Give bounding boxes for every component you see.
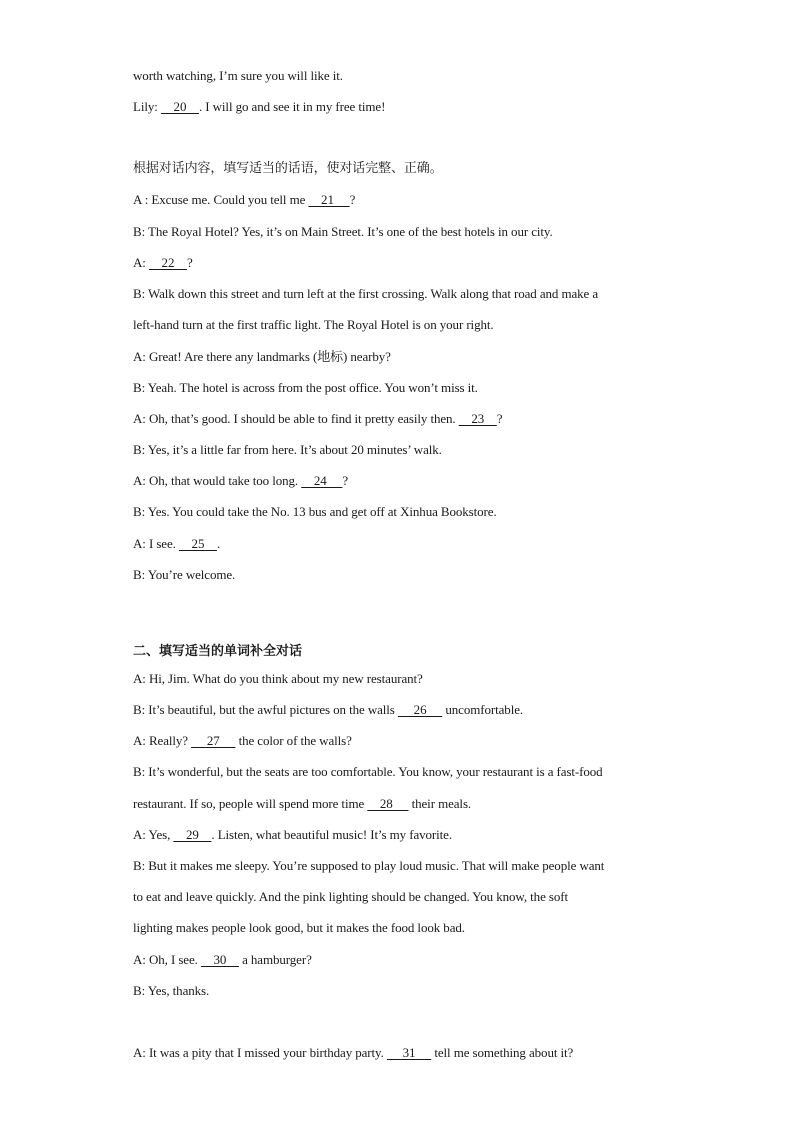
- text-line: A: Oh, I see. 30 a hamburger?: [133, 952, 312, 967]
- text-line: worth watching, I’m sure you will like it.: [133, 68, 343, 83]
- text-line: A: Yes, 29 . Listen, what beautiful music! It’s my favorite.: [133, 827, 453, 842]
- text-line: A: Oh, that would take too long. 24 ?: [133, 473, 349, 488]
- answer-blank: 20: [160, 99, 199, 114]
- answer-blank: 21: [308, 192, 350, 207]
- answer-blank: 31: [386, 1045, 432, 1060]
- answer-blank: 29: [173, 827, 212, 842]
- answer-blank: 24: [301, 473, 343, 488]
- text-line: restaurant. If so, people will spend more time 28 their meals.: [133, 796, 472, 811]
- answer-blank: 26: [397, 702, 443, 717]
- text-line: B: Yes, it’s a little far from here. It’s about 20 minutes’ walk.: [133, 442, 442, 457]
- text-line: B: It’s beautiful, but the awful pictures on the walls 26 uncomfortable.: [133, 702, 524, 717]
- text-line: lighting makes people look good, but it makes the food look bad.: [133, 920, 465, 935]
- text-line: A: Great! Are there any landmarks (地标) nearby?: [133, 349, 391, 364]
- answer-blank: 23: [458, 411, 497, 426]
- text-line: A : Excuse me. Could you tell me 21 ?: [133, 192, 356, 207]
- text-line: Lily: 20 . I will go and see it in my free time!: [133, 99, 386, 114]
- text-line: A: Really? 27 the color of the walls?: [133, 733, 352, 748]
- text-line: B: Walk down this street and turn left at the first crossing. Walk along that road and make a: [133, 286, 599, 301]
- text-line: A: Hi, Jim. What do you think about my new restaurant?: [133, 671, 423, 686]
- text-line: B: It’s wonderful, but the seats are too comfortable. You know, your restaurant is a fast-food: [133, 764, 603, 779]
- text-line: B: Yes. You could take the No. 13 bus and get off at Xinhua Bookstore.: [133, 504, 497, 519]
- text-line: A: 22 ?: [133, 255, 193, 270]
- answer-blank: 22: [148, 255, 187, 270]
- answer-blank: 28: [367, 796, 409, 811]
- text-line: to eat and leave quickly. And the pink lighting should be changed. You know, the soft: [133, 889, 568, 904]
- text-line: B: Yes, thanks.: [133, 983, 210, 998]
- text-line: B: Yeah. The hotel is across from the post office. You won’t miss it.: [133, 380, 478, 395]
- text-line: B: The Royal Hotel? Yes, it’s on Main Street. It’s one of the best hotels in our city.: [133, 224, 553, 239]
- answer-blank: 27: [191, 733, 236, 748]
- answer-blank: 25: [178, 536, 217, 551]
- text-line: B: But it makes me sleepy. You’re supposed to play loud music. That will make people want: [133, 858, 605, 873]
- text-line: B: You’re welcome.: [133, 567, 236, 582]
- text-line: A: I see. 25 .: [133, 536, 221, 551]
- text-line: A: Oh, that’s good. I should be able to find it pretty easily then. 23 ?: [133, 411, 503, 426]
- text-line: A: It was a pity that I missed your birthday party. 31 tell me something about it?: [133, 1045, 574, 1060]
- text-line: left-hand turn at the first traffic light. The Royal Hotel is on your right.: [133, 317, 494, 332]
- answer-blank: 30: [200, 952, 239, 967]
- instruction-line: 根据对话内容，填写适当的话语，使对话完整、正确。: [133, 161, 443, 176]
- section-heading: 二、填写适当的单词补全对话: [133, 644, 303, 659]
